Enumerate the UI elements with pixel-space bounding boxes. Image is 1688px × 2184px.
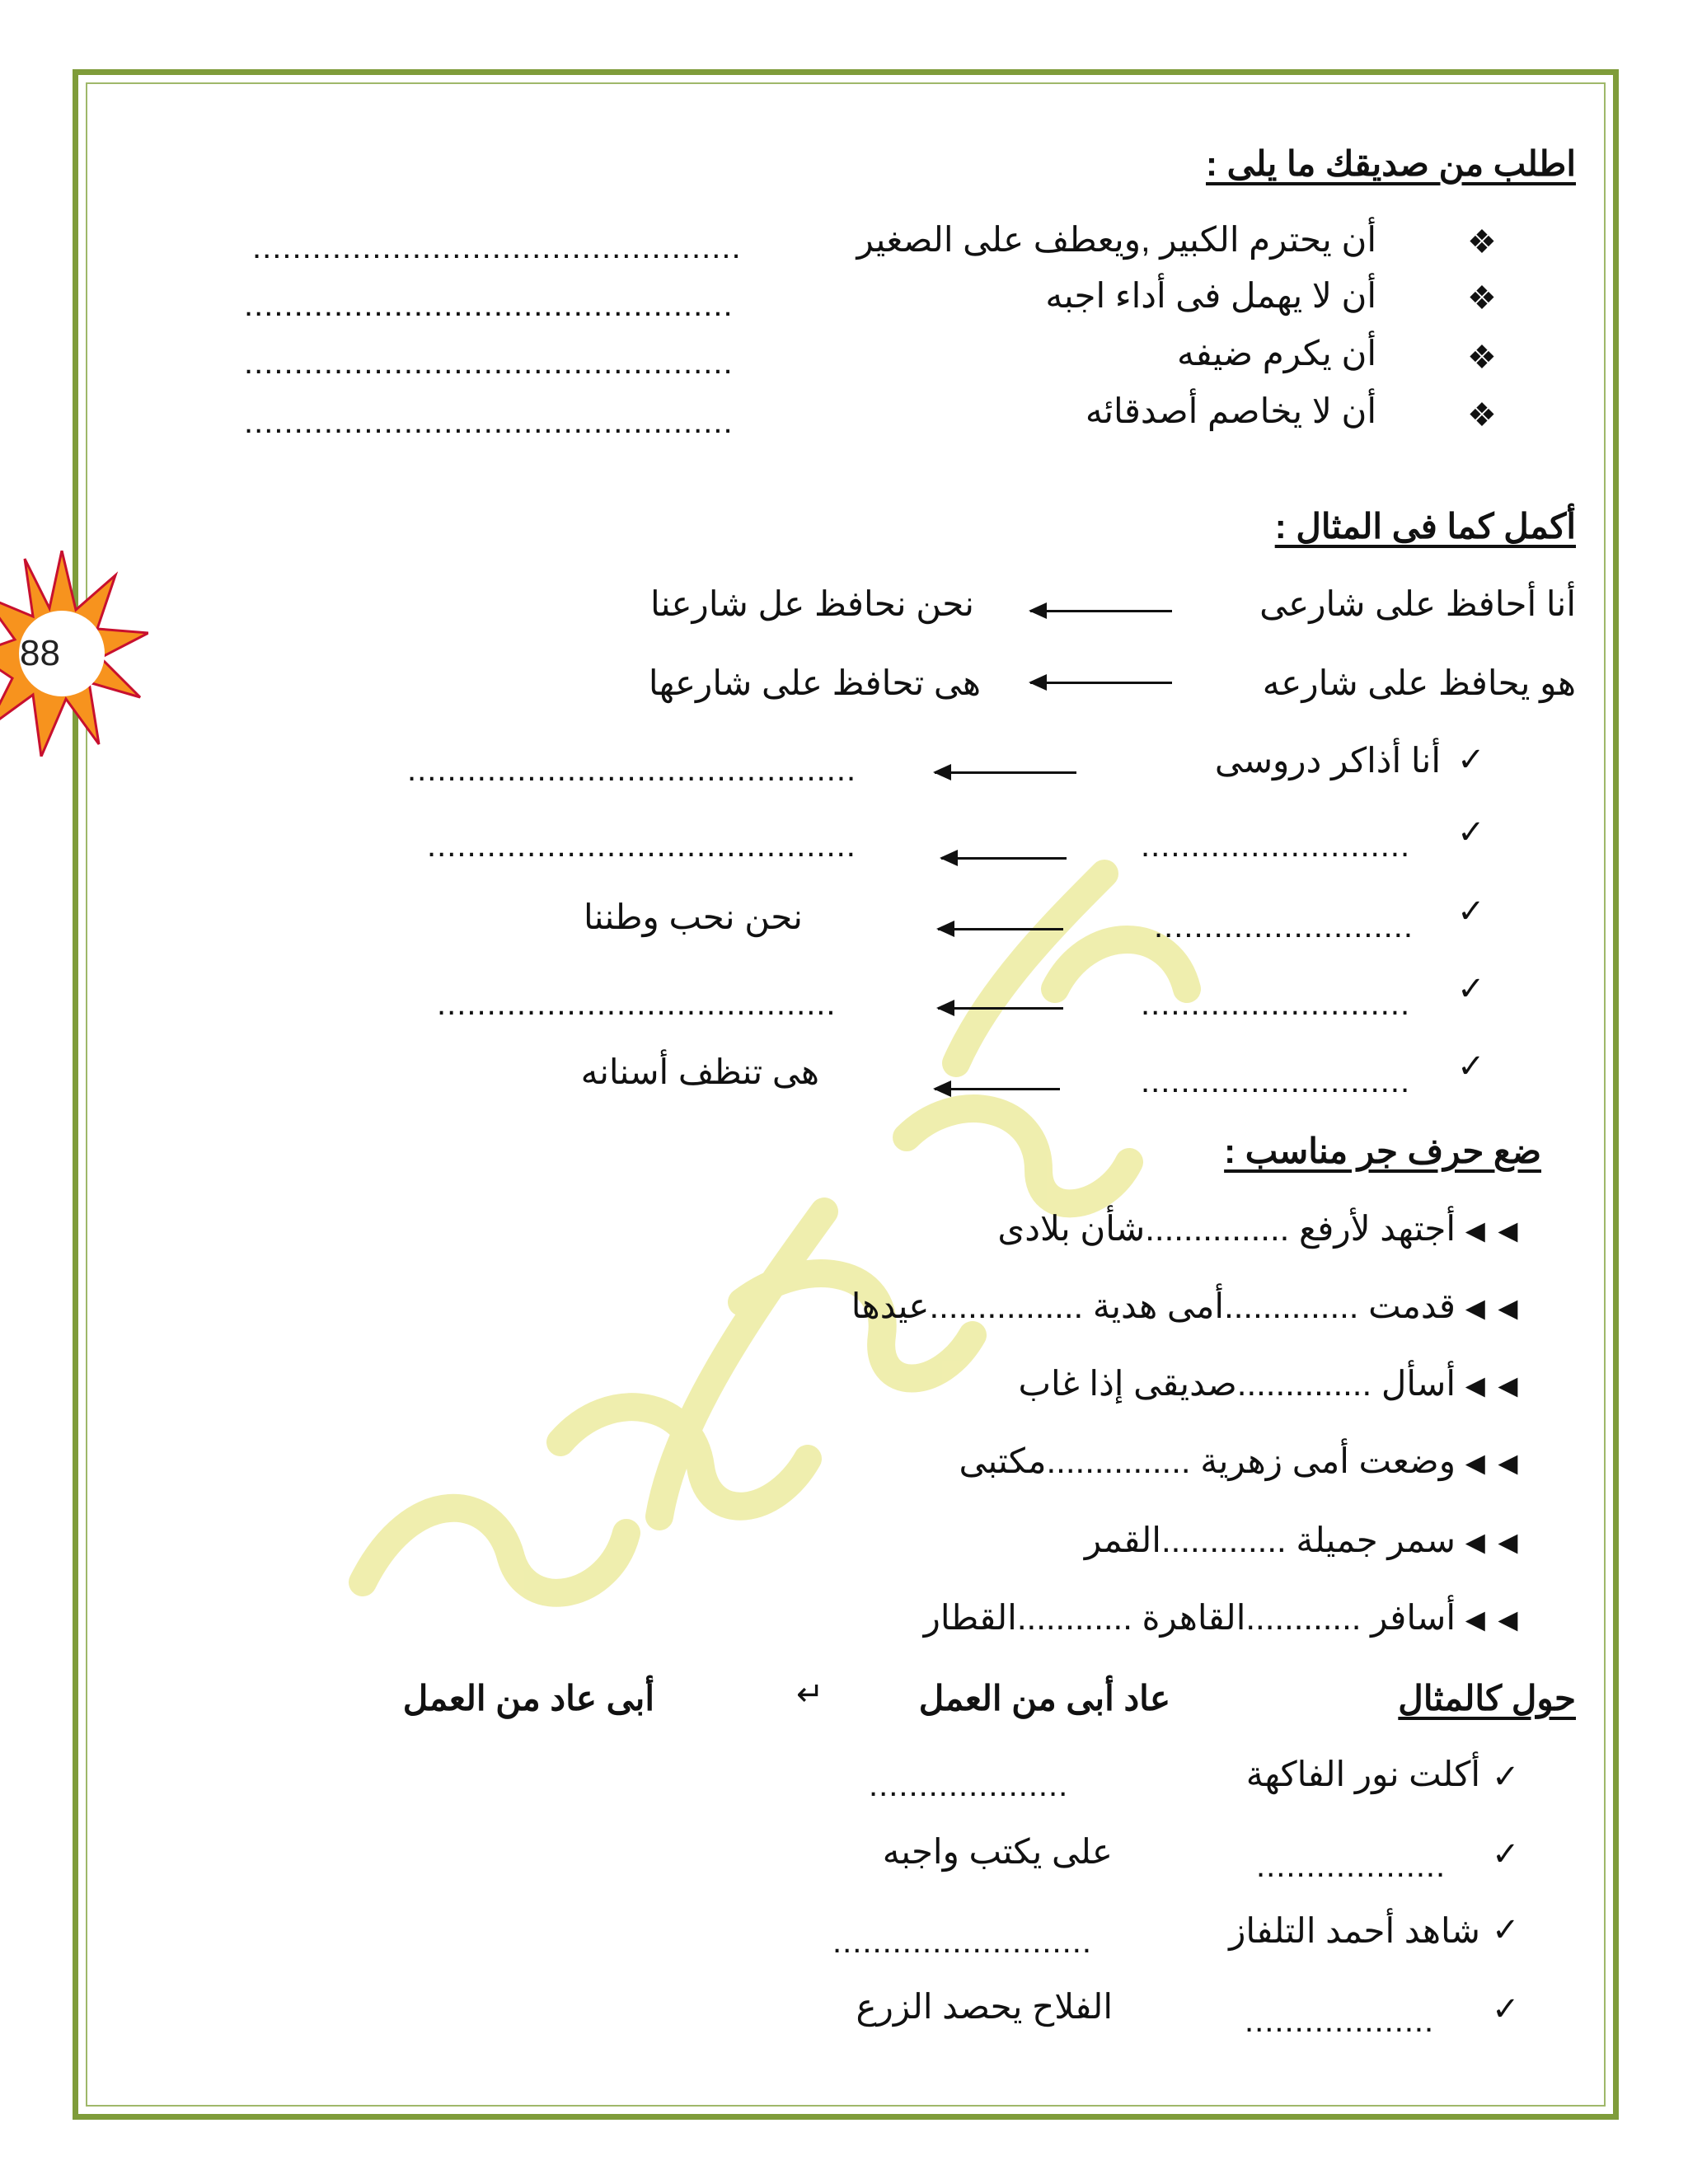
s4-row-left: ...................: [1256, 1848, 1447, 1884]
s1-item-text: أن يحترم الكبير ,ويعطف على الصغير: [856, 220, 1376, 259]
left-arrow-icon: [938, 928, 1063, 930]
example-left: هو يحافظ على شارعه: [1262, 663, 1576, 702]
left-arrow-icon: [941, 857, 1067, 860]
check-icon: ✓: [1492, 1836, 1520, 1872]
left-arrow-icon: [1030, 610, 1172, 612]
s2-row-right: هى تنظف أسنانه: [580, 1052, 819, 1091]
s4-row-right: ....................: [869, 1767, 1069, 1803]
s3-item: أسأل ..............صديقى إذا غاب: [1018, 1364, 1456, 1403]
s3-item: سمر جميلة .............القمر: [1084, 1521, 1456, 1559]
example-right: نحن نحافظ عل شارعنا: [650, 584, 974, 623]
example-left: أنا أحافظ على شارعى: [1259, 584, 1576, 623]
s3-item: وضعت أمى زهرية ...............مكتبى: [959, 1441, 1456, 1480]
s1-item-blank: .................................................: [244, 404, 734, 440]
page-number: 88: [20, 633, 60, 673]
check-icon: ✓: [1457, 893, 1485, 930]
s4-row-left: أكلت نور الفاكهة: [1245, 1755, 1480, 1793]
check-icon: ✓: [1457, 1048, 1485, 1085]
s1-item-blank: .................................................: [244, 344, 734, 381]
example-right: هى تحافظ على شارعها: [648, 663, 981, 702]
diamond-bullet-icon: ❖: [1467, 280, 1497, 316]
check-icon: ✓: [1457, 814, 1485, 851]
section-title-transform: حول كالمثال: [1398, 1679, 1576, 1718]
s4-row-left: شاهد أحمد التلفاز: [1229, 1911, 1480, 1950]
section-title-complete-example: أكمل كما فى المثال :: [1274, 507, 1576, 546]
check-icon: ✓: [1457, 742, 1485, 778]
left-arrow-icon: [935, 1088, 1060, 1090]
s2-row-left: ...........................: [1141, 986, 1411, 1022]
section-title-preposition: ضع حرف جر مناسب :: [1224, 1132, 1541, 1170]
s4-row-right: الفلاح يحصد الزرع: [856, 1987, 1113, 2026]
s2-row-right: .............................................: [407, 752, 857, 788]
left-arrow-icon: [1030, 682, 1172, 684]
triangle-bullet-icon: ◄◄: [1459, 1602, 1525, 1638]
s2-row-right: ...........................................: [427, 827, 856, 864]
s1-item-text: أن يكرم ضيفه: [1176, 334, 1376, 373]
s4-row-right: على يكتب واجبه: [882, 1832, 1113, 1871]
s2-row-left: أنا أذاكر دروسى: [1214, 741, 1441, 780]
s1-item-blank: .................................................: [244, 287, 734, 323]
triangle-bullet-icon: ◄◄: [1459, 1446, 1525, 1482]
example-left: عاد أبى من العمل: [918, 1679, 1170, 1718]
s2-row-left: ...........................: [1141, 1063, 1411, 1099]
diamond-bullet-icon: ❖: [1467, 340, 1497, 376]
s2-row-right: نحن نحب وطننا: [583, 898, 803, 936]
diamond-bullet-icon: ❖: [1467, 224, 1497, 260]
check-icon: ✓: [1492, 1759, 1520, 1795]
s3-item: أجتهد لأرفع ...............شأن بلادى: [997, 1209, 1456, 1248]
diamond-bullet-icon: ❖: [1467, 397, 1497, 434]
triangle-bullet-icon: ◄◄: [1459, 1368, 1525, 1404]
check-icon: ✓: [1492, 1912, 1520, 1948]
s3-item: أسافر ............القاهرة ............القطار: [923, 1598, 1456, 1637]
s3-item: قدمت ..............أمى هدية ................عيدها: [851, 1286, 1456, 1325]
triangle-bullet-icon: ◄◄: [1459, 1213, 1525, 1249]
check-icon: ✓: [1457, 971, 1485, 1007]
triangle-bullet-icon: ◄◄: [1459, 1291, 1525, 1327]
s4-row-right: ..........................: [832, 1924, 1092, 1960]
s2-row-left: ...........................: [1141, 827, 1411, 864]
left-arrow-icon: [935, 771, 1076, 774]
s1-item-text: أن لا يخاصم أصدقائه: [1085, 391, 1376, 430]
s1-item-text: أن لا يهمل فى أداء اجبه: [1045, 276, 1376, 315]
s4-row-left: ...................: [1245, 2003, 1435, 2039]
s2-row-left: ..........................: [1154, 908, 1414, 944]
section-title-ask-friend: اطلب من صديقك ما يلى :: [1206, 144, 1576, 183]
s1-item-blank: .................................................: [252, 229, 742, 265]
s2-row-right: ........................................: [437, 986, 837, 1022]
triangle-bullet-icon: ◄◄: [1459, 1525, 1525, 1561]
return-arrow-icon: ↵: [796, 1676, 824, 1713]
check-icon: ✓: [1492, 1991, 1520, 2027]
left-arrow-icon: [938, 1007, 1063, 1010]
example-right: أبى عاد من العمل: [402, 1679, 654, 1718]
